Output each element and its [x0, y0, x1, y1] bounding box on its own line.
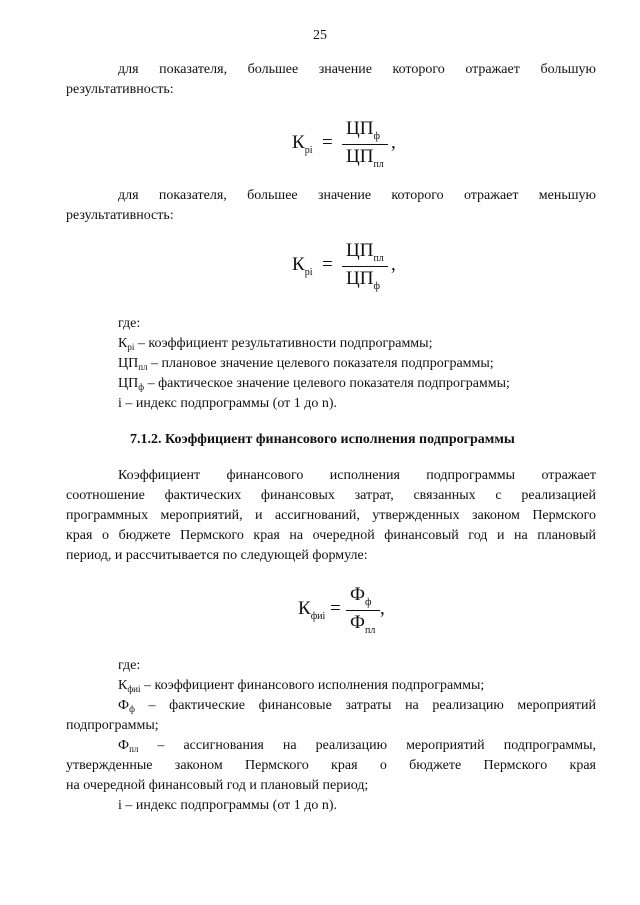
- formula-1-comma: ,: [391, 132, 396, 153]
- paragraph-3-line-1: Коэффициент финансового исполнения подпрограммы отражает: [118, 468, 596, 483]
- formula-2-equals: =: [322, 254, 333, 275]
- formula-2: [292, 240, 412, 296]
- where-label-1: где:: [118, 316, 141, 331]
- definition-f-pl-line-2: утвержденные законом Пермского края о бюджете Пермского края: [66, 758, 596, 773]
- where-label-2: где:: [118, 658, 141, 673]
- paragraph-1-line-2: результативность:: [66, 82, 174, 97]
- definition-index-i: i – индекс подпрограммы (от 1 до n).: [118, 396, 338, 411]
- definition-f-f-line-2: подпрограммы;: [66, 718, 159, 733]
- formula-1-numerator: $ЦП_ф$: [346, 118, 380, 142]
- formula-1-lhs: $К_{рi}$: [292, 132, 313, 156]
- definition-k-pi: $К_{рi}$ – коэффициент результативности подпрограммы;: [118, 336, 433, 352]
- page-number: 25: [313, 28, 327, 43]
- paragraph-2-line-2: результативность:: [66, 208, 174, 223]
- formula-3-lhs: $К_{фиi}$: [298, 598, 326, 622]
- formula-2-denominator: $ЦП_ф$: [346, 268, 380, 292]
- definition-f-f-line-1: $Ф_ф$ – фактические финансовые затраты на реализацию мероприятий: [118, 698, 596, 714]
- formula-3-comma: ,: [380, 598, 385, 619]
- paragraph-3-line-3: программных мероприятий, и ассигнований, утвержденных законом Пермского: [66, 508, 596, 523]
- formula-2-comma: ,: [391, 254, 396, 275]
- definition-cp-f: $ЦП_ф$ – фактическое значение целевого показателя подпрограммы;: [118, 376, 510, 392]
- paragraph-3-line-5: период, и рассчитывается по следующей формуле:: [66, 548, 368, 563]
- formula-2-fraction-bar: [342, 266, 388, 267]
- formula-3-denominator: $Ф_{пл}$: [350, 612, 376, 636]
- definition-cp-pl: $ЦП_{пл}$ – плановое значение целевого показателя подпрограммы;: [118, 356, 494, 372]
- definition-f-pl-line-1: $Ф_{пл}$ – ассигнования на реализацию мероприятий подпрограммы,: [118, 738, 596, 754]
- formula-1-equals: =: [322, 132, 333, 153]
- paragraph-3-line-2: соотношение фактических финансовых затрат, связанных с реализацией: [66, 488, 596, 503]
- definition-index-i-2: i – индекс подпрограммы (от 1 до n).: [118, 798, 338, 813]
- formula-3-numerator: $Ф_ф$: [350, 584, 372, 608]
- formula-3-fraction-bar: [346, 610, 380, 611]
- definition-k-fii: $К_{фиi}$ – коэффициент финансового исполнения подпрограммы;: [118, 678, 485, 694]
- formula-3: [298, 584, 418, 640]
- formula-1-fraction-bar: [342, 144, 388, 145]
- formula-2-lhs: $К_{рi}$: [292, 254, 313, 278]
- paragraph-3-line-4: края о бюджете Пермского края на очередной финансовый год и на плановый: [66, 528, 596, 543]
- paragraph-2-line-1: для показателя, большее значение которого отражает меньшую: [118, 188, 596, 203]
- formula-1: [292, 118, 412, 174]
- section-heading: 7.1.2. Коэффициент финансового исполнения подпрограммы: [130, 432, 515, 447]
- definition-f-pl-line-3: на очередной финансовый год и плановый период;: [66, 778, 369, 793]
- formula-1-denominator: $ЦП_{пл}$: [346, 146, 384, 170]
- paragraph-1-line-1: для показателя, большее значение которого отражает большую: [118, 62, 596, 77]
- formula-2-numerator: $ЦП_{пл}$: [346, 240, 384, 264]
- formula-3-equals: =: [330, 598, 341, 619]
